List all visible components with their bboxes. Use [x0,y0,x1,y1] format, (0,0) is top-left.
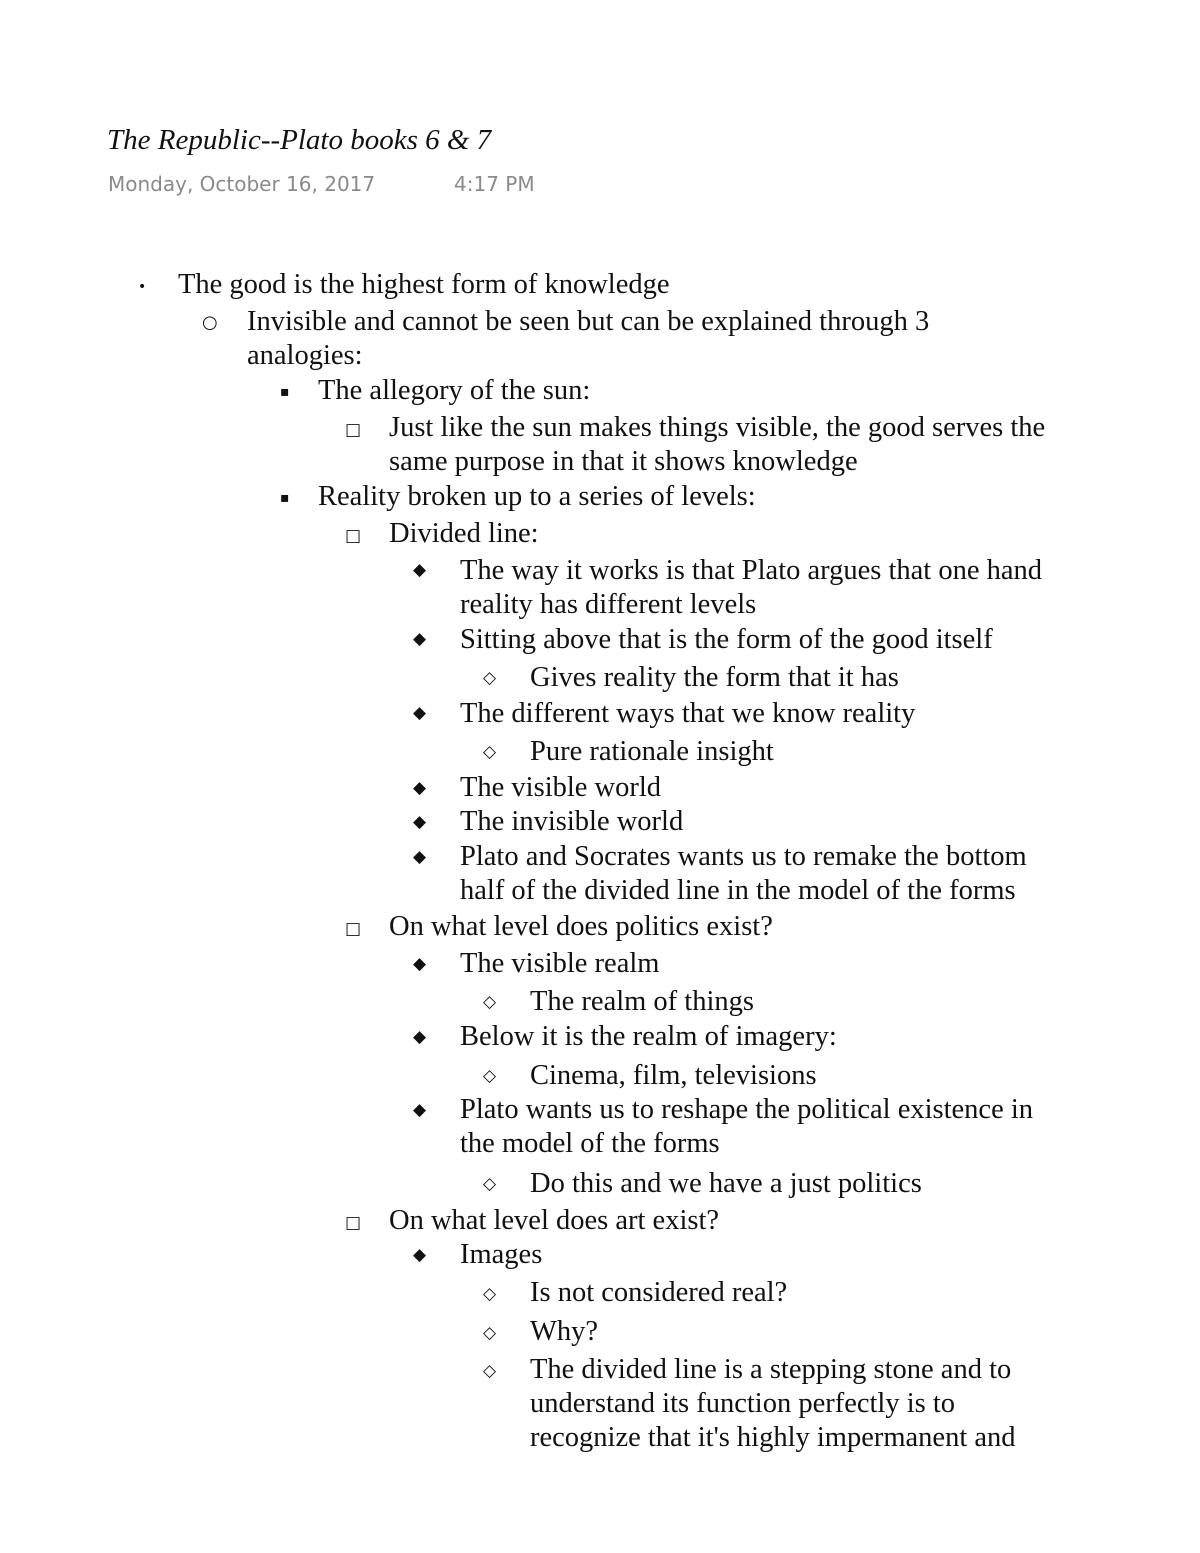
outline-item: Is not considered real? [530,1277,788,1308]
outline-item: Pure rationale insight [530,736,774,767]
bullet-level-5: ◆ [413,1100,427,1120]
outline-item: The way it works is that Plato argues that one hand [460,555,1043,586]
page-time: 4:17 PM [454,172,535,196]
bullet-level-1: • [138,279,147,295]
outline-item: The visible realm [460,948,660,979]
outline-item: Why? [530,1316,599,1347]
outline-item: The different ways that we know reality [460,698,916,729]
outline-item: The allegory of the sun: [318,375,591,406]
bullet-level-4: □ [345,420,362,440]
outline-item: The divided line is a stepping stone and to [530,1354,1012,1385]
bullet-level-2: ○ [202,312,218,333]
bullet-level-6: ◇ [483,742,497,762]
outline-item: The invisible world [460,806,684,837]
outline-item: The visible world [460,772,662,803]
bullet-level-5: ◆ [413,954,427,974]
bullet-level-5: ◆ [413,703,427,723]
bullet-level-6: ◇ [483,1361,497,1381]
outline-item-continuation: half of the divided line in the model of the forms [460,875,1016,906]
outline-item: Images [460,1239,543,1270]
outline-item: The good is the highest form of knowledge [178,269,670,300]
outline-item-continuation: understand its function perfectly is to [530,1388,956,1419]
bullet-level-6: ◇ [483,1323,497,1343]
bullet-level-3: ▪ [280,384,290,400]
outline-item-continuation: analogies: [247,340,363,371]
bullet-level-6: ◇ [483,668,497,688]
outline-item-continuation: same purpose in that it shows knowledge [389,446,858,477]
outline-item: Invisible and cannot be seen but can be explained through 3 [247,306,930,337]
outline-notes [0,268,1200,1453]
outline-item: Plato and Socrates wants us to remake the bottom [460,841,1027,872]
bullet-level-3: ▪ [280,490,290,506]
bullet-level-6: ◇ [483,1284,497,1304]
bullet-level-5: ◆ [413,1027,427,1047]
page-date: Monday, October 16, 2017 [108,172,376,196]
outline-item: On what level does art exist? [389,1205,720,1236]
bullet-level-6: ◇ [483,1174,497,1194]
bullet-level-5: ◆ [413,560,427,580]
outline-item: Gives reality the form that it has [530,662,899,693]
outline-item: Cinema, film, televisions [530,1060,817,1091]
outline-item: Sitting above that is the form of the good itself [460,624,993,655]
bullet-level-4: □ [345,1213,362,1233]
bullet-level-5: ◆ [413,812,427,832]
outline-item: Do this and we have a just politics [530,1168,922,1199]
bullet-level-5: ◆ [413,778,427,798]
page-title: The Republic--Plato books 6 & 7 [107,124,492,156]
outline-item: Divided line: [389,518,539,549]
bullet-level-5: ◆ [413,1245,427,1265]
bullet-level-5: ◆ [413,847,427,867]
outline-item: Just like the sun makes things visible, the good serves the [389,412,1046,443]
outline-item: Plato wants us to reshape the political existence in [460,1094,1034,1125]
outline-item: On what level does politics exist? [389,911,773,942]
bullet-level-5: ◆ [413,629,427,649]
bullet-level-6: ◇ [483,1066,497,1086]
outline-item-continuation: reality has different levels [460,589,757,620]
outline-item: Below it is the realm of imagery: [460,1021,837,1052]
outline-item: Reality broken up to a series of levels: [318,481,756,512]
bullet-level-4: □ [345,526,362,546]
outline-item-continuation-clipped: recognize that it's highly impermanent and [530,1422,1016,1453]
outline-item: The realm of things [530,986,754,1017]
bullet-level-6: ◇ [483,992,497,1012]
bullet-level-4: □ [345,919,362,939]
outline-item-continuation: the model of the forms [460,1128,720,1159]
